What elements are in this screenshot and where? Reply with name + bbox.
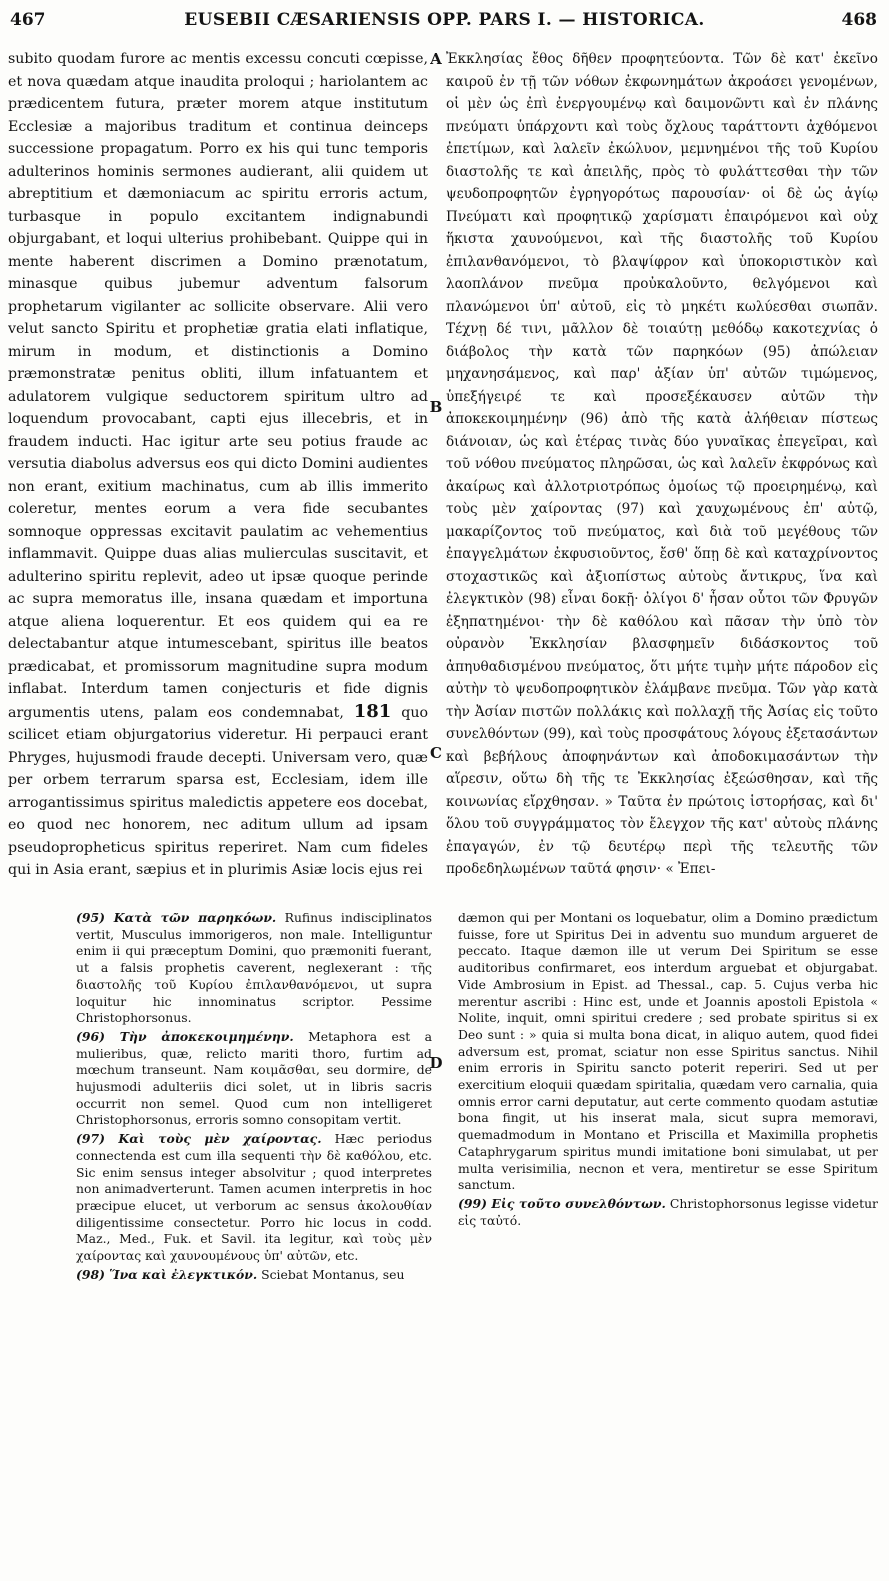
footnote-body: Christophorsonus legisse videtur εἰς ταὐτό.: [458, 1195, 878, 1228]
latin-column: [8, 48, 428, 882]
section-marker-c: C: [430, 744, 442, 762]
footnote-head: (97) Καὶ τοὺς μὲν χαίροντας.: [76, 1131, 322, 1147]
footnote-96: [76, 1029, 432, 1129]
running-header: [6, 10, 883, 34]
footnote-head: (96) Τὴν ἀποκεκοιμημένην.: [76, 1028, 294, 1044]
footnote-head: (95) Κατὰ τῶν παρηκόων.: [76, 910, 277, 925]
running-title: EUSEBII CÆSARIENSIS OPP. PARS I. — HISTORICA.: [184, 10, 705, 30]
page-number-right: 468: [841, 10, 877, 30]
section-marker-d: D: [429, 1054, 443, 1072]
footnote-body: Sciebat Montanus, seu: [261, 1266, 405, 1282]
footnote-95: [76, 910, 432, 1027]
greek-text: Ἐκκλησίας ἔθος δῆθεν προφητεύοντα. Τῶν δὲ κατ' ἐκεῖνο καιροῦ ἐν τῇ τῶν νόθων ἐκφωνημάτων ἀκροάσει γενομένων, οἱ μὲν ὡς ἐπὶ ἐνεργουμένῳ καὶ δαιμονῶντι καὶ ἐν πλάνης πνεύματι ὑπάρχοντι καὶ τοὺς ὄχλους ταράττοντι ἀχθόμενοι ἐπετίμων, καὶ λαλεῖν ἐκώλυον, μεμνημένοι τῆς τοῦ Κυρίου διαστολῆς τε καὶ ἀπειλῆς, πρὸς τὸ φυλάττεσθαι τὴν τῶν ψευδοπροφητῶν ἐγρηγορότως παρουσίαν· οἱ δὲ ὡς ἁγίῳ Πνεύματι καὶ προφητικῷ χαρίσματι ἐπαιρόμενοι καὶ οὐχ ἥκιστα χαυνούμενοι, καὶ τῆς διαστολῆς τοῦ Κυρίου ἐπιλανθανόμενοι, τὸ βλαψίφρον καὶ ὑποκοριστικὸν καὶ λαοπλάνον πνεῦμα προὐκαλοῦντο, θελγόμενοι καὶ πλανώμενοι ὑπ' αὐτοῦ, εἰς τὸ μηκέτι κωλύεσθαι σιωπᾶν. Τέχνῃ δέ τινι, μᾶλλον δὲ τοιαύτῃ μεθόδῳ κακοτεχνίας ὁ διάβολος τὴν κατὰ τῶν παρηκόων (95) ἀπώλειαν μηχανησάμενος, καὶ παρ' ἀξίαν ὑπ' αὐτῶν τιμώμενος, ὑπεξήγειρέ τε καὶ προσεξέκαυσεν αὐτῶν τὴν ἀποκεκοιμημένην (96) ἀπὸ τῆς κατὰ ἀλήθειαν πίστεως διάνοιαν, ὡς καὶ ἑτέρας τινὰς δύο γυναῖκας ἐπεγεῖραι, καὶ τοῦ νόθου πνεύματος πληρῶσαι, ὡς καὶ λαλεῖν ἐκφρόνως καὶ ἀκαίρως καὶ ἀλλοτριοτρόπως ὁμοίως τῷ προειρημένῳ, καὶ τοὺς μὲν χαίροντας (97) καὶ χαυχωμένους ἐπ' αὐτῷ, μακαρίζοντος τοῦ πνεύματος, καὶ διὰ τοῦ μεγέθους τῶν ἐπαγγελμάτων ἐκφυσιοῦντος, ἔσθ' ὅπῃ δὲ καὶ καταχρίνοντος στοχαστικῶς καὶ ἀξιοπίστως αὐτοὺς ἄντικρυς, ἵνα καὶ ἐλεγκτικὸν (98) εἶναι δοκῇ· ὀλίγοι δ' ἦσαν οὗτοι τῶν Φρυγῶν ἐξηπατημένοι· τὴν δὲ καθόλου καὶ πᾶσαν τὴν ὑπὸ τὸν οὐρανὸν Ἐκκλησίαν βλασφημεῖν διδάσκοντος τοῦ ἀπηυθαδισμένου πνεύματος, ὅτι μήτε τιμὴν μήτε πάροδον εἰς αὐτὴν τὸ ψευδοπροφητικὸν ἐλάμβανε πνεῦμα. Τῶν γὰρ κατὰ τὴν Ἀσίαν πιστῶν πολλάκις καὶ πολλαχῇ τῆς Ἀσίας εἰς τοῦτο συνελθόντων (99), καὶ τοὺς προσφάτους λόγους ἐξετασάντων καὶ βεβήλους ἀποφηνάντων καὶ ἀποδοκιμασάντων τὴν αἵρεσιν, οὕτω δὴ τῆς τε Ἐκκλησίας ἐξεώσθησαν, καὶ τῆς κοινωνίας εἴρχθησαν. » Ταῦτα ἐν πρώτοις ἱστορήσας, καὶ δι' ὅλου τοῦ συγγράμματος τὸν ἔλεγχον τῆς κατ' αὐτοὺς πλάνης ἐπαγαγών, ἐν τῷ δευτέρῳ περὶ τῆς τελευτῆς τῶν προδεδηλωμένων ταῦτά φησιν· « Ἐπει-: [446, 51, 878, 877]
footnote-98: [76, 1267, 432, 1284]
footnote-body: Hæc periodus connectenda est cum illa sequenti τὴν δὲ καθόλου, etc. Sic enim sensus integer absolvitur ; quod interpretes non animadverterunt. Tamen acumen interpretis in hoc præcipue elucet, ut verborum ac sensus ἀκολουθίαν diligentissime consectetur. Porro hic locus in codd. Maz., Med., Fuk. et Savil. ita legitur, καὶ τοὺς μὲν χαίροντας καὶ χαυνουμένους ὑπ' αὐτῶν, etc.: [76, 1131, 432, 1264]
section-marker-a: A: [430, 50, 442, 68]
latin-text-part1: subito quodam furore ac mentis excessu concuti cœpisse, et nova quædam atque inaudita proloqui ; hariolantem ac prædicentem futura, præter morem atque institutum Ecclesiæ a majoribus traditum et continua deinceps successione propagatum. Porro ex his qui tunc temporis adulterinos hominis sermones audierant, alii quidem ut abreptitium et dæmoniacum ac spiritu erroris actum, turbasque in populo excitantem indignabundi objurgabant, et loqui ulterius prohibebant. Quippe qui in mente haberent discrimen a Domino prænotatum, minasque quibus jubemur adventum falsorum prophetarum vigilanter ac sollicite observare. Alii vero velut sancto Spiritu et prophetiæ gratia elati inflatique, mirum in modum, et distinctionis a Domino præmonstratæ penitus obliti, illum infatuantem et adulatorem vulgique seductorem spiritum ultro ad loquendum provocabant, capti ejus illecebris, et in fraudem inducti. Hac igitur arte seu potius fraude ac versutia diabolus adversus eos qui dicto Domini audientes non erant, exitium machinatus, cum ab illis immerito coleretur, mentes eorum a vera fide secubantes somnoque oppressas excitavit paulatim ac vehementius inflammavit. Quippe duas alias mulierculas suscitavit, et adulterino spiritu replevit, adeo ut ipsæ quoque perinde ac supra memoratus ille, insana quædam et importuna atque aliena loquerentur. Et eos quidem qui ea re delectabantur atque intumescebant, spiritus ille beatos prædicabat, et promissorum magnitudine supra modum inflabat. Interdum tamen conjecturis et fide dignis argumentis utens, palam eos condemnabat,: [8, 51, 428, 721]
footnote-body: dæmon qui per Montani os loquebatur, olim a Domino prædictum fuisse, fore ut Spiritus Dei in adventu suo mundum argueret de peccato. Itaque dæmon ille ut verum Dei Spiritum se esse auditoribus confirmaret, eos interdum arguebat et objurgabat. Vide Ambrosium in Epist. ad Thessal., cap. 5. Cujus verba hic merentur ascribi : Hinc est, unde et Joannis apostoli Epistola « Nolite, inquit, omni spiritui credere ; sed probate spiritus si ex Deo sunt : » quia si multa bona dicat, in aliquo autem, quod fidei adversum est, promat, sciatur non esse Spiritus sanctus. Nihil enim erroris in Spiritu sancto poterit reperiri. Sed ut per exercitium eloquii quædam spiritalia, quædam vero carnalia, quia omnis error carni deputatur, aut certe commento quodam astutiæ bona fingit, ut his inserat mala, sicut supra memoravi, quemadmodum in Montano et Priscilla et Maximilla prophetis Cataphrygarum spiritus mundi imitatione boni simulabat, ut per multa verisimilia, necnon et vera, mentiretur se esse Spiritum sanctum.: [458, 910, 878, 1193]
greek-column: [446, 48, 878, 881]
page-number-left: 467: [10, 10, 46, 30]
footnote-97: [76, 1131, 432, 1265]
section-marker-b: B: [429, 398, 443, 416]
footnotes-left: [76, 910, 432, 1283]
column-number: 181: [353, 700, 392, 722]
latin-text: [8, 48, 428, 882]
footnote-body: Rufinus indisciplinatos vertit, Musculus immorigeros, non male. Intelliguntur enim ii qui præceptum Domini, quo præmoniti fuerant, ut a falsis prophetis caverent, neglexerant : τῆς διαστολῆς τοῦ Κυρίου ἐπιλανθανόμενοι, ut supra loquitur hic innominatus scriptor. Pessime Christophorsonus.: [76, 910, 432, 1026]
footnotes-right: [458, 910, 878, 1229]
footnote-99: [458, 1196, 878, 1229]
footnote-head: (98) Ἵνα καὶ ἐλεγκτικόν.: [76, 1266, 258, 1282]
footnote-body: Metaphora est a mulieribus, quæ, relicto mariti thoro, furtim ad mœchum transeunt. Nam κοιμᾶσθαι, seu dormire, de hujusmodi adulteriis dici solet, ut in libris sacris occurrit non semel. Quod cum non intelligeret Christophorsonus, erroris somno consopitam vertit.: [76, 1028, 432, 1128]
footnote-98-continued: [458, 910, 878, 1194]
footnote-head: (99) Εἰς τοῦτο συνελθόντων.: [458, 1195, 666, 1211]
latin-text-part2: quo scilicet etiam objurgatorius videretur. Hi perpauci erant Phryges, hujusmodi fraude decepti. Universam vero, quæ per orbem terrarum sparsa est, Ecclesiam, idem ille arrogantissimus spiritus maledictis appetere eos docebat, eo quod nec honorem, nec aditum ullum ad ipsam pseudopropheticus spiritus reperiret. Nam cum fideles qui in Asia erant, sæpius et in plurimis Asiæ locis ejus rei: [8, 704, 428, 878]
